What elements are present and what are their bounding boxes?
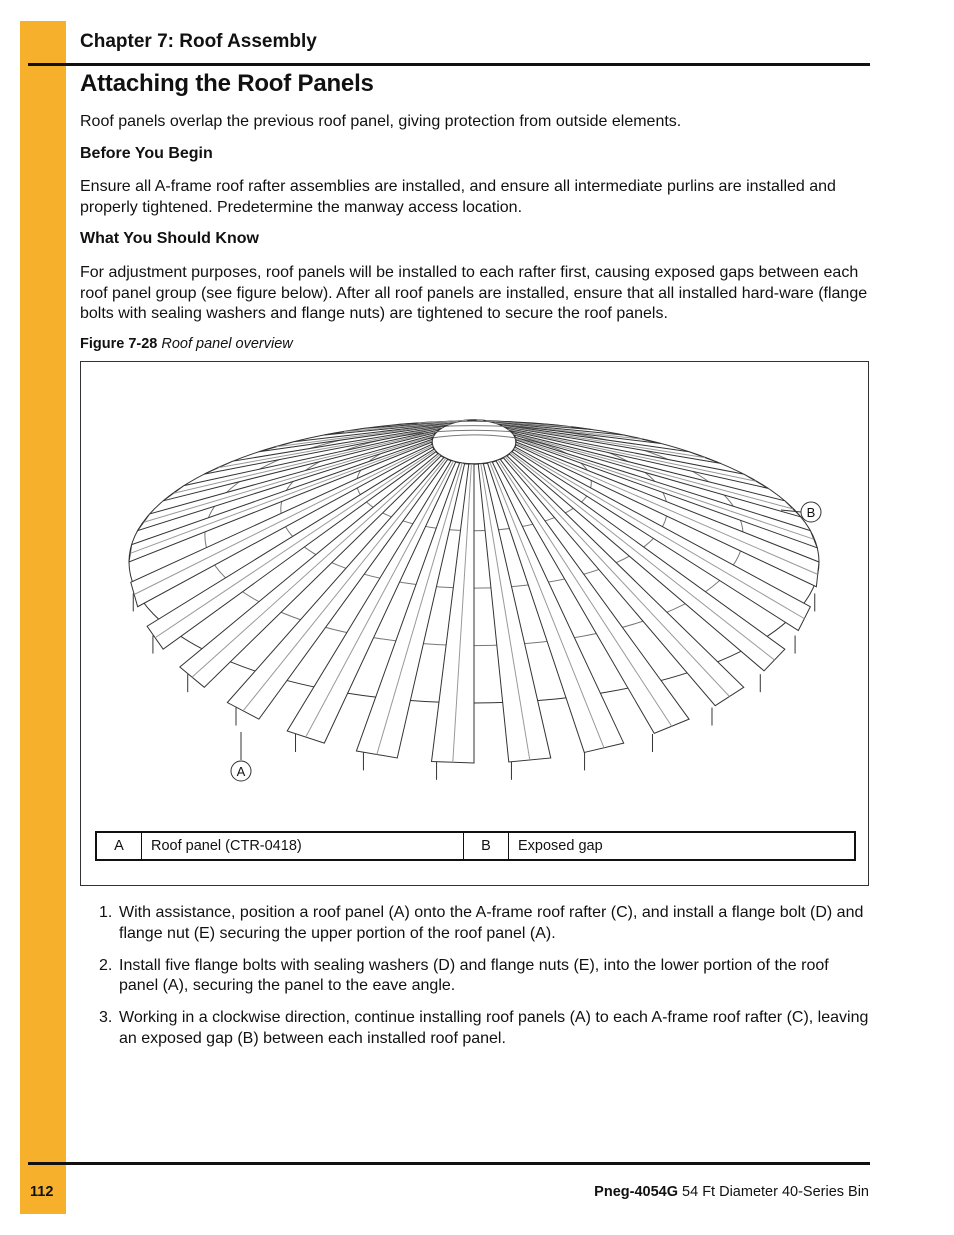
what-you-should-know-heading: What You Should Know: [80, 230, 259, 247]
chapter-side-band: [20, 21, 66, 1214]
step-text: Working in a clockwise direction, continue installing roof panels (A) to each A-frame roof rafter (C), leaving an exposed gap (B) between each installed roof panel.: [119, 1009, 869, 1047]
step-number: 3.: [99, 1009, 113, 1026]
step-text: With assistance, position a roof panel (A) onto the A-frame roof rafter (C), and install a flange bolt (D) and flange nut (E) securing the upper portion of the roof panel (A).: [119, 904, 864, 942]
step-item: [80, 903, 870, 944]
document-id: [594, 1184, 869, 1200]
roof-drawing: [129, 420, 819, 780]
figure-caption: [80, 336, 293, 352]
page-number: 112: [30, 1184, 54, 1200]
legend-key-a: A: [97, 833, 142, 859]
legend-key-b: B: [464, 833, 509, 859]
header-rule: [28, 63, 870, 66]
legend-desc-a: Roof panel (CTR-0418): [142, 833, 464, 859]
instruction-steps: [80, 903, 870, 1061]
step-item: [80, 956, 870, 997]
callout-b-label: B: [806, 505, 816, 520]
what-you-should-know-text: For adjustment purposes, roof panels will be installed to each rafter first, causing exposed gaps between each roof panel group (see figure below). After all roof panels are installed, ensure that all installed hard-ware (flange bolts with sealing washers and flange nuts) are tightened to secure the roof panels.: [80, 264, 868, 322]
section-title: Attaching the Roof Panels: [80, 70, 374, 97]
callout-a-label: A: [236, 764, 246, 779]
footer-rule: [28, 1162, 870, 1165]
figure-number: Figure 7-28: [80, 336, 158, 352]
document-code: Pneg-4054G: [594, 1184, 678, 1200]
figure-box: [80, 361, 869, 886]
intro-paragraph: Roof panels overlap the previous roof panel, giving protection from outside elements.: [80, 113, 682, 130]
step-item: [80, 1008, 870, 1049]
before-you-begin-text: Ensure all A-frame roof rafter assemblies are installed, and ensure all intermediate purlins are installed and properly tightened. Predetermine the manway access location.: [80, 178, 836, 216]
callout-a: [231, 732, 251, 781]
document-title: 54 Ft Diameter 40-Series Bin: [682, 1184, 869, 1200]
before-you-begin-heading: Before You Begin: [80, 145, 213, 162]
step-text: Install five flange bolts with sealing washers (D) and flange nuts (E), into the lower portion of the roof panel (A), securing the panel to the eave angle.: [119, 956, 829, 994]
figure-caption-text: Roof panel overview: [161, 336, 293, 352]
figure-legend-table: [95, 831, 856, 861]
step-number: 2.: [99, 956, 113, 974]
step-number: 1.: [99, 904, 113, 921]
roof-panel-illustration: [81, 362, 868, 827]
legend-desc-b: Exposed gap: [518, 838, 603, 854]
chapter-heading: Chapter 7: Roof Assembly: [80, 31, 317, 52]
